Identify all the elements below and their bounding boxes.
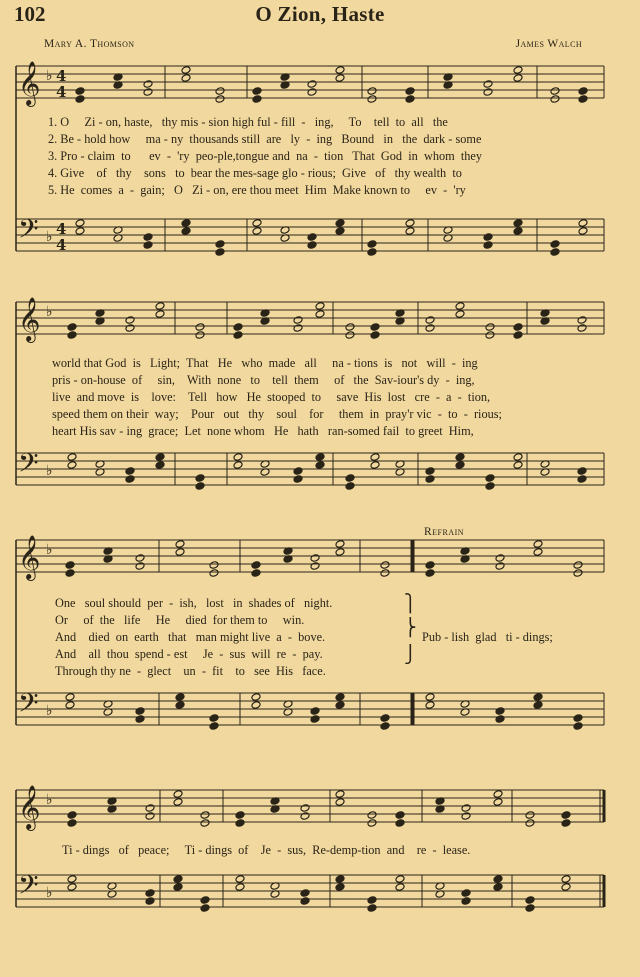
note-head [370,323,380,332]
verse-2-line-2: pris - on-house of sin, With none to tell them of the Sav-iour's dy - ing, [52,373,475,387]
note-head [235,883,245,892]
note-head [135,562,145,571]
note-head [335,219,345,228]
note-head [145,804,155,813]
note-head [455,310,465,319]
note-head [525,819,535,828]
note-head [513,66,523,75]
note-head [252,87,262,96]
note-head [300,897,310,906]
hymn-number: 102 [14,2,46,26]
note-head [65,569,75,578]
note-head [370,461,380,470]
note-head [577,467,587,476]
note-head [425,701,435,710]
note-head [67,453,77,462]
flat-icon: ♭ [46,703,53,719]
note-head [461,804,471,813]
note-head [75,87,85,96]
note-head [577,316,587,325]
note-head [533,548,543,557]
refrain-label: Refrain [424,526,465,538]
treble-clef-icon: 𝄞 [18,785,41,829]
note-head [513,74,523,83]
note-head [293,324,303,333]
note-head [215,95,225,104]
note-head [370,331,380,340]
note-head [251,561,261,570]
note-head [493,790,503,799]
note-head [173,875,183,884]
note-head [315,310,325,319]
note-head [550,95,560,104]
verse-brace-bottom: ⎭ [404,645,417,664]
note-head [252,227,262,236]
note-head [483,241,493,250]
note-head [143,80,153,89]
note-head [200,811,210,820]
note-head [461,889,471,898]
verse-brace-top: ⎫ [404,594,417,613]
note-head [65,561,75,570]
note-head [307,88,317,97]
note-head [395,883,405,892]
note-head [455,461,465,470]
note-head [367,811,377,820]
note-head [395,875,405,884]
verse-2-line-1: 2. Be - hold how ma - ny thousands still are ly - ing Bound in the dark - some [48,132,482,146]
note-head [252,219,262,228]
note-head [577,475,587,484]
note-head [561,819,571,828]
note-head [345,482,355,491]
note-head [335,883,345,892]
verse-2-line-3: Or of the life He died for them to win. [55,613,305,627]
note-head [155,461,165,470]
note-head [175,540,185,549]
flat-icon: ♭ [46,68,53,84]
note-head [209,561,219,570]
note-head [173,798,183,807]
note-head [310,707,320,716]
note-head [367,240,377,249]
note-head [405,227,415,236]
note-head [335,790,345,799]
note-head [345,474,355,483]
note-head [293,475,303,484]
note-head [67,875,77,884]
note-head [513,227,523,236]
note-head [335,540,345,549]
note-head [293,316,303,325]
note-head [495,707,505,716]
note-head [335,693,345,702]
bass-clef-icon: 𝄢 [18,687,39,725]
note-head [195,323,205,332]
note-head [125,467,135,476]
verse-3-line-3: And died on earth that man might live a - bove. [55,630,326,644]
note-head [125,475,135,484]
note-head [485,331,495,340]
note-head [135,707,145,716]
hymn-author: Mary A. Thomson [44,38,135,50]
treble-clef-icon: 𝄞 [18,61,41,105]
note-head [367,904,377,913]
verse-4-line-3: And all thou spend - est Je - sus will re - pay. [55,647,323,661]
note-head [175,548,185,557]
note-head [252,95,262,104]
note-head [578,227,588,236]
note-head [370,453,380,462]
time-signature: 4 [56,220,67,238]
note-head [315,461,325,470]
note-head [233,453,243,462]
note-head [235,811,245,820]
note-head [145,812,155,821]
time-signature: 4 [56,67,67,85]
note-head [573,714,583,723]
note-head [310,715,320,724]
note-head [215,87,225,96]
note-head [495,562,505,571]
note-head [345,331,355,340]
note-head [143,88,153,97]
note-head [461,812,471,821]
note-head [483,88,493,97]
treble-clef-icon: 𝄞 [18,535,41,579]
flat-icon: ♭ [46,542,53,558]
note-head [195,482,205,491]
note-head [143,233,153,242]
note-head [461,897,471,906]
verse-5-line-2: heart His sav - ing grace; Let none whom He hath ran-somed fail to greet Him, [52,424,474,438]
note-head [395,811,405,820]
note-head [67,883,77,892]
verse-brace-mid: ⎬ [404,618,417,637]
verse-1-line-2: world that God is Light; That He who made all na - tions is not will - ing [52,356,478,370]
note-head [215,240,225,249]
note-head [181,74,191,83]
note-head [155,302,165,311]
note-head [155,310,165,319]
note-head [493,875,503,884]
refrain-text: Pub - lish glad ti - dings; [422,630,553,644]
note-head [67,461,77,470]
time-signature: 4 [56,236,67,254]
note-head [200,819,210,828]
note-head [425,467,435,476]
note-head [251,701,261,710]
note-head [143,241,153,250]
note-head [307,241,317,250]
note-head [380,714,390,723]
note-head [561,811,571,820]
note-head [533,693,543,702]
note-head [75,95,85,104]
note-head [125,316,135,325]
note-head [335,701,345,710]
note-head [195,331,205,340]
note-head [65,701,75,710]
note-head [175,693,185,702]
verse-4-line-2: speed them on their way; Pour out thy soul for them in pray'r vic - to - rious; [52,407,502,421]
note-head [495,715,505,724]
note-head [233,461,243,470]
note-head [293,467,303,476]
note-head [425,693,435,702]
flat-icon: ♭ [46,229,53,245]
note-head [345,323,355,332]
note-head [300,889,310,898]
note-head [493,798,503,807]
note-head [380,561,390,570]
note-head [525,811,535,820]
note-head [455,453,465,462]
note-head [209,569,219,578]
note-head [485,482,495,491]
note-head [307,80,317,89]
hymn-title: O Zion, Haste [255,2,385,26]
note-head [155,453,165,462]
note-head [145,889,155,898]
note-head [573,722,583,731]
note-head [200,896,210,905]
note-head [233,323,243,332]
note-head [367,87,377,96]
note-head [135,554,145,563]
note-head [513,461,523,470]
hymn-composer: James Walch [515,38,582,50]
note-head [578,95,588,104]
note-head [310,554,320,563]
note-head [525,896,535,905]
note-head [513,219,523,228]
flat-icon: ♭ [46,792,53,808]
note-head [67,323,77,332]
note-head [367,896,377,905]
note-head [405,219,415,228]
note-head [578,219,588,228]
note-head [550,248,560,257]
note-head [485,474,495,483]
refrain-line-2: Ti - dings of peace; Ti - dings of Je - sus, Re-demp-tion and re - lease. [62,843,471,857]
note-head [251,693,261,702]
note-head [145,897,155,906]
note-head [181,227,191,236]
note-head [483,233,493,242]
note-head [525,904,535,913]
note-head [335,74,345,83]
note-head [335,227,345,236]
note-head [485,323,495,332]
note-head [233,331,243,340]
bass-clef-icon: 𝄢 [18,447,39,485]
verse-3-line-2: live and move is love: Tell how He stooped to save His lost cre - a - tion, [52,390,491,404]
bass-clef-icon: 𝄢 [18,869,39,907]
note-head [209,722,219,731]
bass-clef-icon: 𝄢 [18,213,39,251]
note-head [173,883,183,892]
flat-icon: ♭ [46,463,53,479]
note-head [550,87,560,96]
note-head [307,233,317,242]
note-head [495,554,505,563]
note-head [513,323,523,332]
time-signature: 4 [56,83,67,101]
note-head [75,227,85,236]
note-head [300,812,310,821]
note-head [67,331,77,340]
note-head [483,80,493,89]
note-head [561,883,571,892]
verse-3-line-1: 3. Pro - claim to ev - 'ry peo-ple,tongue and na - tion That God in whom they [48,149,483,163]
note-head [67,819,77,828]
flat-icon: ♭ [46,304,53,320]
verse-5-line-3: Through thy ne - glect un - fit to see His face. [55,664,326,678]
note-head [578,87,588,96]
treble-clef-icon: 𝄞 [18,297,41,341]
note-head [181,66,191,75]
note-head [65,693,75,702]
note-head [395,819,405,828]
note-head [367,819,377,828]
note-head [175,701,185,710]
note-head [493,883,503,892]
note-head [335,875,345,884]
note-head [573,561,583,570]
note-head [235,819,245,828]
note-head [577,324,587,333]
note-head [173,790,183,799]
note-head [215,248,225,257]
note-head [67,811,77,820]
verse-4-line-1: 4. Give of thy sons to bear the mes-sage glo - rious; Give of thy wealth to [48,166,462,180]
note-head [533,701,543,710]
note-head [550,240,560,249]
note-head [425,569,435,578]
note-head [235,875,245,884]
note-head [405,95,415,104]
note-head [125,324,135,333]
note-head [425,561,435,570]
note-head [209,714,219,723]
note-head [405,87,415,96]
note-head [425,475,435,484]
note-head [181,219,191,228]
verse-5-line-1: 5. He comes a - gain; O Zi - on, ere thou meet Him Make known to ev - 'ry [48,183,466,197]
verse-1-line-1: 1. O Zi - on, haste, thy mis - sion high ful - fill - ing, To tell to all the [48,115,448,129]
note-head [335,798,345,807]
note-head [380,569,390,578]
note-head [561,875,571,884]
note-head [310,562,320,571]
note-head [573,569,583,578]
note-head [533,540,543,549]
note-head [380,722,390,731]
note-head [425,316,435,325]
note-head [335,66,345,75]
note-head [300,804,310,813]
verse-1-line-3: One soul should per - ish, lost in shades of night. [55,596,333,610]
flat-icon: ♭ [46,885,53,901]
note-head [251,569,261,578]
note-head [335,548,345,557]
note-head [367,248,377,257]
note-head [455,302,465,311]
note-head [367,95,377,104]
note-head [425,324,435,333]
note-head [200,904,210,913]
note-head [513,453,523,462]
note-head [315,453,325,462]
note-head [315,302,325,311]
note-head [195,474,205,483]
note-head [75,219,85,228]
note-head [135,715,145,724]
note-head [513,331,523,340]
